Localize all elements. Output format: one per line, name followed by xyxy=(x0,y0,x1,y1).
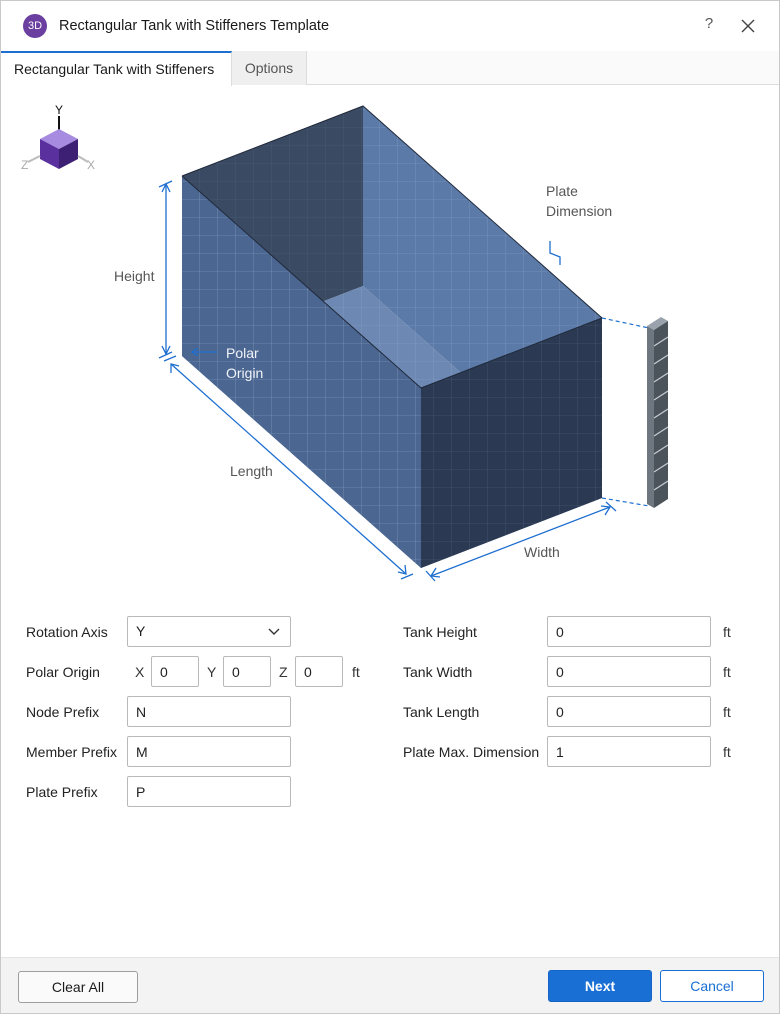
rotation-axis-label: Rotation Axis xyxy=(26,624,108,640)
axis-x-label: X xyxy=(87,158,96,172)
dialog-title: Rectangular Tank with Stiffeners Template xyxy=(59,18,330,34)
polar-origin-label: Polar Origin xyxy=(26,664,100,680)
tank-length-unit: ft xyxy=(723,704,731,720)
tank-width-label: Tank Width xyxy=(403,664,473,680)
polar-origin-x-label: X xyxy=(135,664,145,680)
clear-all-button[interactable]: Clear All xyxy=(18,971,138,1003)
polar-origin-z-label: Z xyxy=(279,664,288,680)
tank-length-label: Tank Length xyxy=(403,704,480,720)
plate-prefix-input[interactable] xyxy=(127,776,291,807)
tank-width-input[interactable] xyxy=(547,656,711,687)
polar-origin-label-2: Origin xyxy=(226,365,264,381)
member-prefix-label: Member Prefix xyxy=(26,744,118,760)
help-button[interactable]: ? xyxy=(704,15,714,32)
tank-height-input[interactable] xyxy=(547,616,711,647)
width-label: Width xyxy=(524,544,560,560)
title-bar xyxy=(1,1,779,51)
axis-y-label: Y xyxy=(55,103,64,117)
tab-rectangular-tank[interactable]: Rectangular Tank with Stiffeners xyxy=(1,51,232,86)
tank-diagram xyxy=(1,86,779,596)
tank-length-input[interactable] xyxy=(547,696,711,727)
app-3d-icon: 3D xyxy=(23,14,47,38)
height-label: Height xyxy=(114,268,155,284)
length-label: Length xyxy=(230,463,273,479)
plate-max-dimension-input[interactable] xyxy=(547,736,711,767)
cancel-button[interactable]: Cancel xyxy=(660,970,764,1002)
node-prefix-input[interactable] xyxy=(127,696,291,727)
close-icon xyxy=(737,15,759,37)
tab-bar xyxy=(1,51,779,85)
close-button[interactable] xyxy=(737,15,759,37)
polar-origin-z-input[interactable] xyxy=(295,656,343,687)
plate-dimension-label-2: Dimension xyxy=(546,203,613,219)
polar-origin-unit: ft xyxy=(352,664,360,680)
plate-max-dimension-label: Plate Max. Dimension xyxy=(403,744,540,760)
orientation-cube-icon[interactable] xyxy=(21,103,95,172)
tab-options[interactable]: Options xyxy=(232,51,307,85)
plate-prefix-label: Plate Prefix xyxy=(26,784,98,800)
tank-width-unit: ft xyxy=(723,664,731,680)
rotation-axis-select[interactable] xyxy=(127,616,291,647)
plate-max-dimension-unit: ft xyxy=(723,744,731,760)
tank-height-unit: ft xyxy=(723,624,731,640)
axis-z-label: Z xyxy=(21,158,29,172)
next-button[interactable]: Next xyxy=(548,970,652,1002)
dialog-footer xyxy=(1,957,779,1013)
chevron-down-icon xyxy=(268,626,280,636)
polar-origin-y-input[interactable] xyxy=(223,656,271,687)
tank-illustration xyxy=(1,86,779,596)
polar-origin-x-input[interactable] xyxy=(151,656,199,687)
stiffener-plate-icon xyxy=(647,317,668,508)
rotation-axis-value: Y xyxy=(136,623,146,639)
polar-origin-label-1: Polar xyxy=(226,345,259,361)
member-prefix-input[interactable] xyxy=(127,736,291,767)
plate-dimension-label-1: Plate xyxy=(546,183,578,199)
node-prefix-label: Node Prefix xyxy=(26,704,100,720)
polar-origin-y-label: Y xyxy=(207,664,217,680)
tank-height-label: Tank Height xyxy=(403,624,477,640)
